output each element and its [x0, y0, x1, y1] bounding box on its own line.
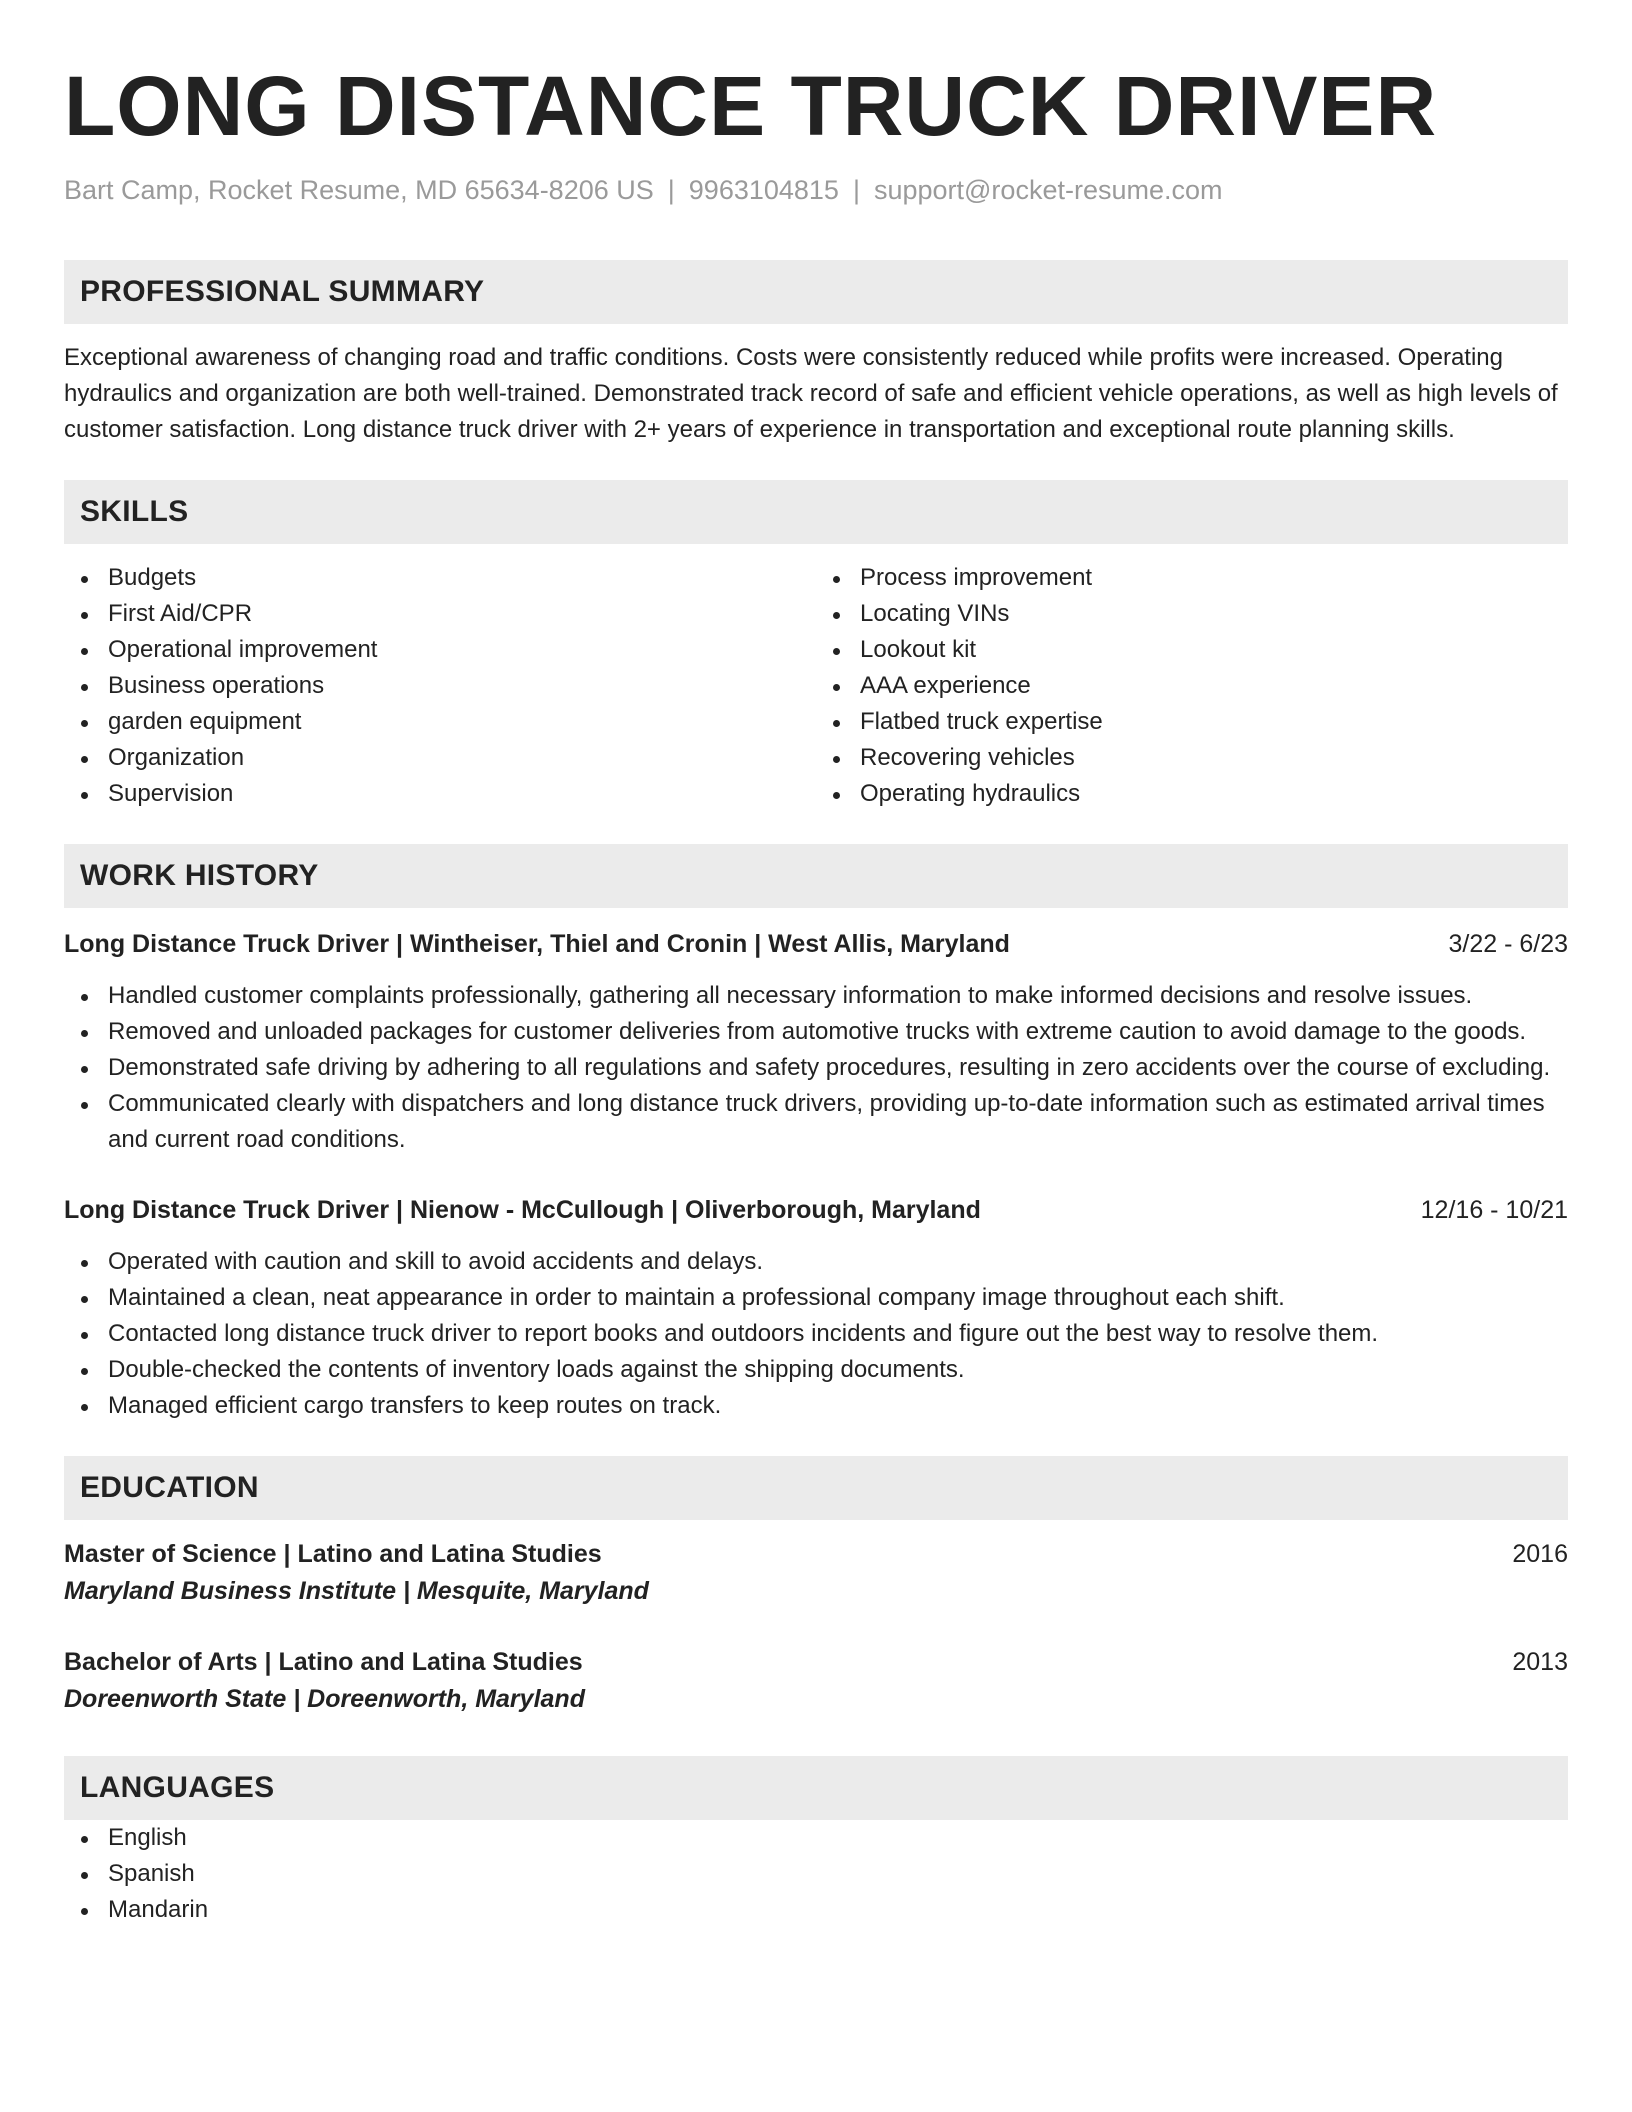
- skill-item: Supervision: [64, 776, 816, 812]
- job-bullet: Double-checked the contents of inventory loads against the shipping documents.: [64, 1352, 1568, 1388]
- job-bullet: Handled customer complaints professionally, gathering all necessary information to make informed decisions and resolve issues.: [64, 978, 1568, 1014]
- skills-column-left: [64, 560, 816, 812]
- contact-address: Bart Camp, Rocket Resume, MD 65634-8206 US: [64, 175, 654, 205]
- skill-item: Flatbed truck expertise: [816, 704, 1568, 740]
- languages-heading: LANGUAGES: [64, 1756, 1568, 1820]
- language-item: Mandarin: [64, 1892, 1568, 1928]
- job-date: 12/16 - 10/21: [1420, 1196, 1568, 1224]
- job-bullet: Communicated clearly with dispatchers and long distance truck drivers, providing up-to-date information such as estimated arrival times and current road conditions.: [64, 1086, 1568, 1158]
- job-entry: [64, 1192, 1568, 1424]
- education-date: 2016: [1512, 1540, 1568, 1568]
- skill-item: Operational improvement: [64, 632, 816, 668]
- job-title: Long Distance Truck Driver | Wintheiser, Thiel and Cronin | West Allis, Maryland: [64, 930, 1010, 958]
- job-date: 3/22 - 6/23: [1448, 930, 1568, 958]
- language-item: English: [64, 1820, 1568, 1856]
- skill-item: Budgets: [64, 560, 816, 596]
- skill-item: Business operations: [64, 668, 816, 704]
- education-heading: EDUCATION: [64, 1456, 1568, 1520]
- skill-item: Process improvement: [816, 560, 1568, 596]
- education-school: Maryland Business Institute | Mesquite, Maryland: [64, 1577, 649, 1605]
- job-bullet: Contacted long distance truck driver to report books and outdoors incidents and figure out the best way to resolve them.: [64, 1316, 1568, 1352]
- job-bullet: Removed and unloaded packages for customer deliveries from automotive trucks with extreme caution to avoid damage to the goods.: [64, 1014, 1568, 1050]
- work-history-heading: WORK HISTORY: [64, 844, 1568, 908]
- skill-item: Organization: [64, 740, 816, 776]
- skills-heading: SKILLS: [64, 480, 1568, 544]
- skills-grid: [64, 560, 1568, 812]
- job-bullet: Managed efficient cargo transfers to keep routes on track.: [64, 1388, 1568, 1424]
- skills-column-right: [816, 560, 1568, 812]
- education-entry: [64, 1536, 1568, 1610]
- resume-title: LONG DISTANCE TRUCK DRIVER: [64, 59, 1438, 153]
- contact-separator: |: [667, 175, 675, 205]
- job-bullet: Demonstrated safe driving by adhering to all regulations and safety procedures, resulting in zero accidents over the course of excluding.: [64, 1050, 1568, 1086]
- education-degree: Bachelor of Arts | Latino and Latina Studies: [64, 1648, 583, 1676]
- skill-item: AAA experience: [816, 668, 1568, 704]
- summary-text: Exceptional awareness of changing road and traffic conditions. Costs were consistently reduced while profits were increased. Operating hydraulics and organization are both well-trained. Demonstrated track record of safe and efficient vehicle operations, as well as high levels of customer satisfaction. Long distance truck driver with 2+ years of experience in transportation and exceptional route planning skills.: [64, 344, 1558, 443]
- education-school: Doreenworth State | Doreenworth, Maryland: [64, 1685, 585, 1713]
- skill-item: Operating hydraulics: [816, 776, 1568, 812]
- job-bullet: Operated with caution and skill to avoid accidents and delays.: [64, 1244, 1568, 1280]
- contact-separator: |: [852, 175, 860, 205]
- education-date: 2013: [1512, 1648, 1568, 1676]
- education-degree: Master of Science | Latino and Latina Studies: [64, 1540, 602, 1568]
- job-bullet: Maintained a clean, neat appearance in order to maintain a professional company image throughout each shift.: [64, 1280, 1568, 1316]
- education-entry: [64, 1644, 1568, 1718]
- skill-item: Recovering vehicles: [816, 740, 1568, 776]
- contact-email: support@rocket-resume.com: [873, 175, 1223, 205]
- job-title: Long Distance Truck Driver | Nienow - McCullough | Oliverborough, Maryland: [64, 1196, 981, 1224]
- job-entry: [64, 926, 1568, 1158]
- summary-heading: PROFESSIONAL SUMMARY: [64, 260, 1568, 324]
- contact-phone: 9963104815: [688, 175, 839, 205]
- language-item: Spanish: [64, 1856, 1568, 1892]
- skill-item: Lookout kit: [816, 632, 1568, 668]
- languages-list: [64, 1820, 1568, 1928]
- skill-item: First Aid/CPR: [64, 596, 816, 632]
- skill-item: garden equipment: [64, 704, 816, 740]
- contact-line: [64, 172, 1568, 208]
- skill-item: Locating VINs: [816, 596, 1568, 632]
